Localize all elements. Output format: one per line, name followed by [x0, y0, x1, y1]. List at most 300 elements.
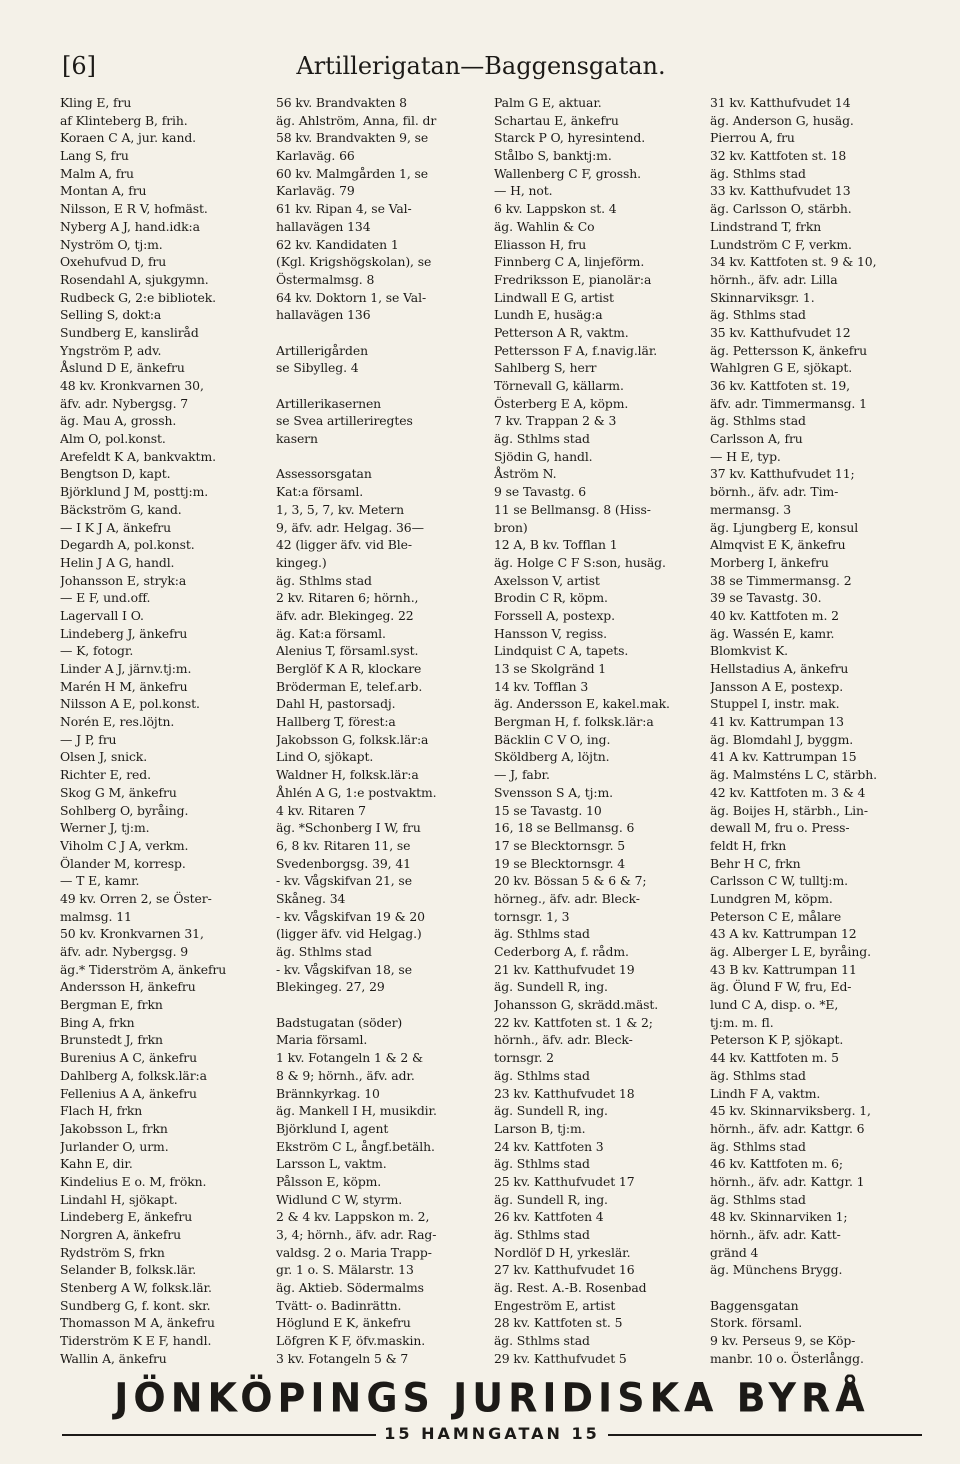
directory-line: Bröderman E, telef.arb.	[276, 678, 423, 694]
directory-line: 35 kv. Katthufvudet 12	[710, 324, 851, 340]
directory-line: äfv. adr. Blekingeg. 22	[276, 607, 414, 623]
directory-line: 60 kv. Malmgården 1, se	[276, 165, 428, 181]
directory-line: Åslund D E, änkefru	[60, 360, 185, 376]
directory-line: äg. Wahlin & Co	[494, 218, 595, 234]
directory-line: Carlsson C W, tulltj:m.	[710, 873, 848, 889]
directory-line: — J P, fru	[60, 731, 117, 747]
directory-line: Lindahl H, sjökapt.	[60, 1191, 178, 1207]
directory-line: 21 kv. Katthufvudet 19	[494, 961, 635, 977]
directory-line: äg. *Schonberg I W, fru	[276, 820, 421, 836]
directory-line: Larsson L, vaktm.	[276, 1156, 387, 1172]
directory-line: 26 kv. Kattfoten 4	[494, 1209, 604, 1225]
directory-line: se Svea artilleriregtes	[276, 413, 413, 429]
directory-line: Widlund C W, styrm.	[276, 1191, 403, 1207]
directory-line: valdsg. 2 o. Maria Trapp-	[276, 1244, 432, 1260]
directory-line: Sahlberg S, herr	[494, 360, 597, 376]
column-4	[710, 94, 915, 1368]
directory-line: Badstugatan (söder)	[276, 1014, 403, 1030]
directory-line: Brunstedt J, frkn	[60, 1032, 163, 1048]
directory-line: - kv. Vågskifvan 19 & 20	[276, 908, 425, 924]
directory-line: hallavägen 134	[276, 218, 371, 234]
directory-line: Degardh A, pol.konst.	[60, 537, 195, 553]
directory-line: äg. Sthlms stad	[710, 1191, 806, 1207]
directory-line: Wahlgren G E, sjökapt.	[710, 360, 853, 376]
directory-line: tj:m. m. fl.	[710, 1014, 774, 1030]
directory-line: Artillerikasernen	[276, 395, 382, 411]
directory-line: Bäckström G, kand.	[60, 501, 182, 517]
directory-line: Rydström S, frkn	[60, 1244, 165, 1260]
directory-line: 9 kv. Perseus 9, se Köp-	[710, 1333, 856, 1349]
directory-line: Thomasson M A, änkefru	[60, 1315, 215, 1331]
directory-line: Artillerigården	[276, 342, 368, 358]
directory-line: Dahlberg A, folksk.lär:a	[60, 1067, 207, 1083]
directory-line: 61 kv. Ripan 4, se Val-	[276, 201, 412, 217]
directory-line: Carlsson A, fru	[710, 431, 803, 447]
directory-line: Lundh E, husäg:a	[494, 307, 603, 323]
directory-line: 64 kv. Doktorn 1, se Val-	[276, 289, 427, 305]
directory-line: bron)	[494, 519, 528, 535]
directory-line: Åström N.	[494, 466, 557, 482]
directory-line: Arefeldt K A, bankvaktm.	[60, 448, 216, 464]
directory-line: hallavägen 136	[276, 307, 371, 323]
directory-line: - kv. Vågskifvan 18, se	[276, 961, 412, 977]
directory-line	[276, 377, 488, 395]
directory-line: äg. Rest. A.-B. Rosenbad	[494, 1280, 647, 1296]
directory-line: äg. Andersson E, kakel.mak.	[494, 696, 670, 712]
directory-line: 31 kv. Katthufvudet 14	[710, 95, 851, 110]
directory-line: Stork. församl.	[710, 1315, 803, 1331]
directory-line: — T E, kamr.	[60, 873, 140, 889]
directory-line: — J, fabr.	[494, 767, 550, 783]
directory-line: gr. 1 o. S. Mälarstr. 13	[276, 1262, 414, 1278]
directory-line: Kat:a församl.	[276, 484, 364, 500]
directory-line: 17 se Blecktornsgr. 5	[494, 837, 626, 853]
directory-line: 13 se Skolgränd 1	[494, 661, 607, 676]
directory-line: Axelsson V, artist	[494, 572, 600, 588]
directory-line: malmsg. 11	[60, 908, 132, 924]
directory-line: Lundgren M, köpm.	[710, 890, 833, 906]
page-header	[62, 52, 900, 92]
directory-line: äg.* Tiderström A, änkefru	[60, 961, 227, 977]
directory-line: Ekström C L, ångf.betälh.	[276, 1138, 435, 1154]
directory-line: Lindh F A, vaktm.	[710, 1085, 821, 1101]
column-3	[494, 94, 706, 1368]
directory-line: Åhlén A G, 1:e postvaktm.	[276, 784, 437, 800]
directory-line: Nordlöf D H, yrkeslär.	[494, 1244, 631, 1260]
directory-line: Peterson C E, målare	[710, 908, 842, 924]
directory-line: Rosendahl A, sjukgymn.	[60, 271, 209, 287]
directory-line: — K, fotogr.	[60, 643, 134, 659]
directory-line: äg. Mau A, grossh.	[60, 413, 177, 429]
directory-line: äg. Ljungberg E, konsul	[710, 519, 859, 535]
directory-line: Engeström E, artist	[494, 1297, 616, 1313]
directory-line: Lindwall E G, artist	[494, 289, 614, 305]
directory-line	[276, 448, 488, 466]
directory-line: äg. Kat:a församl.	[276, 625, 386, 641]
directory-line: Stuppel I, instr. mak.	[710, 696, 840, 712]
directory-line: äfv. adr. Nybergsg. 9	[60, 944, 189, 959]
directory-line: Skåneg. 34	[276, 890, 346, 906]
directory-line: Kindelius E o. M, frökn.	[60, 1173, 207, 1189]
directory-line: Helin J A G, handl.	[60, 554, 175, 570]
directory-line: Pettersson F A, f.navig.lär.	[494, 342, 658, 358]
directory-line: äg. Malmsténs L C, stärbh.	[710, 767, 877, 783]
directory-line: Starck P O, hyresintend.	[494, 130, 646, 146]
directory-line: 4 kv. Ritaren 7	[276, 802, 366, 818]
directory-line: Assessorsgatan	[276, 466, 372, 482]
directory-line: — H E, typ.	[710, 448, 781, 464]
directory-line: 11 se Bellmansg. 8 (Hiss-	[494, 501, 651, 517]
directory-line: 25 kv. Katthufvudet 17	[494, 1173, 635, 1189]
column-1	[60, 94, 272, 1368]
directory-line: Löfgren K F, öfv.maskin.	[276, 1333, 426, 1349]
directory-line: äg. Sthlms stad	[494, 1067, 590, 1083]
directory-line: äg. Ölund F W, fru, Ed-	[710, 979, 852, 995]
directory-line: 40 kv. Kattfoten m. 2	[710, 607, 839, 623]
directory-line: Nyström O, tj:m.	[60, 236, 163, 252]
directory-line: lund C A, disp. o. *E,	[710, 997, 839, 1013]
directory-line: (Kgl. Krigshögskolan), se	[276, 254, 432, 270]
directory-line: äfv. adr. Timmermansg. 1	[710, 395, 867, 411]
directory-line: Björklund J M, posttj:m.	[60, 484, 209, 500]
directory-line: Selander B, folksk.lär.	[60, 1262, 197, 1278]
directory-line: äg. Alberger L E, byråing.	[710, 944, 871, 959]
directory-line: 49 kv. Orren 2, se Öster-	[60, 890, 212, 906]
directory-line: 8 & 9; hörnh., äfv. adr.	[276, 1067, 415, 1083]
directory-line: Maria församl.	[276, 1032, 368, 1048]
directory-line	[710, 1368, 915, 1369]
directory-line: 15 se Tavastg. 10	[494, 802, 602, 818]
directory-line: Lagervall I O.	[60, 607, 144, 623]
directory-line: äg. Sundell R, ing.	[494, 1191, 608, 1207]
directory-line	[60, 1368, 272, 1369]
directory-line: Hellstadius A, änkefru	[710, 661, 849, 676]
directory-line: Bergman E, frkn	[60, 997, 163, 1013]
directory-line: Richter E, red.	[60, 767, 151, 783]
directory-line: äg. Sthlms stad	[710, 1138, 806, 1154]
directory-line: Werner J, tj:m.	[60, 820, 150, 836]
directory-line: 44 kv. Kattfoten m. 5	[710, 1050, 839, 1066]
directory-line: Bengtson D, kapt.	[60, 466, 171, 482]
directory-line: Stålbo S, banktj:m.	[494, 148, 612, 164]
directory-line: äg. Sthlms stad	[494, 1227, 590, 1242]
directory-line: 3 kv. Fotangeln 5 & 7	[276, 1350, 409, 1366]
directory-line: hörnh., äfv. adr. Kattgr. 6	[710, 1120, 865, 1136]
directory-line: Hansson V, regiss.	[494, 625, 607, 641]
directory-line: tornsgr. 2	[494, 1050, 554, 1066]
directory-line: Johansson E, stryk:a	[60, 572, 187, 588]
directory-line: 48 kv. Skinnarviken 1;	[710, 1209, 848, 1225]
advertisement	[62, 1376, 922, 1446]
directory-line: — H, not.	[494, 183, 553, 199]
directory-line: mermansg. 3	[710, 501, 792, 517]
directory-line: Malm A, fru	[60, 165, 134, 181]
directory-line: Nyberg A J, hand.idk:a	[60, 218, 200, 234]
directory-line: 39 se Tavastg. 30.	[710, 590, 822, 606]
ad-rule-left	[62, 1434, 402, 1436]
directory-line: äg. Sthlms stad	[494, 1156, 590, 1172]
directory-line: Johansson G, skrädd.mäst.	[494, 997, 659, 1013]
directory-columns	[60, 94, 910, 1368]
directory-line: kasern	[276, 431, 318, 447]
directory-line: Schartau E, änkefru	[494, 112, 619, 128]
directory-line: 22 kv. Kattfoten st. 1 & 2;	[494, 1014, 653, 1030]
directory-line: Skinnarviksgr. 1.	[710, 289, 815, 305]
page-title: Artillerigatan—Baggensgatan.	[296, 52, 666, 80]
directory-line: Hallberg T, förest:a	[276, 714, 396, 730]
directory-line: Montan A, fru	[60, 183, 147, 199]
directory-line: 48 kv. Kronkvarnen 30,	[60, 378, 204, 393]
directory-line: 9, äfv. adr. Helgag. 36—	[276, 519, 424, 535]
directory-line: 42 kv. Kattfoten m. 3 & 4	[710, 784, 866, 800]
ad-company-name: JÖNKÖPINGS JURIDISKA BYRÅ	[114, 1374, 870, 1422]
directory-line: äg. Sthlms stad	[710, 1067, 806, 1083]
directory-line: äg. Aktieb. Södermalms	[276, 1280, 424, 1296]
directory-line: Stenberg A W, folksk.lär.	[60, 1280, 212, 1296]
directory-line: äg. Carlsson O, stärbh.	[710, 201, 852, 217]
directory-line: Eliasson H, fru	[494, 236, 587, 252]
directory-line: Östermalmsg. 8	[276, 271, 375, 287]
directory-line: Björklund I, agent	[276, 1120, 389, 1136]
directory-line: Tiderström K E F, handl.	[60, 1333, 212, 1349]
directory-line: Svedenborgsg. 39, 41	[276, 855, 411, 871]
directory-line: Cederborg A, f. rådm.	[494, 944, 629, 959]
directory-line: Lind O, sjökapt.	[276, 749, 374, 765]
directory-line: 62 kv. Kandidaten 1	[276, 236, 399, 252]
directory-line: 41 A kv. Kattrumpan 15	[710, 749, 857, 765]
directory-line: Peterson K P, sjökapt.	[710, 1032, 844, 1048]
directory-line: Yngström P, adv.	[60, 342, 162, 358]
directory-line: Lindeberg E, änkefru	[60, 1209, 193, 1225]
directory-line: 37 kv. Katthufvudet 11;	[710, 466, 855, 482]
directory-line: Jakobsson L, frkn	[60, 1120, 168, 1136]
directory-line: Sundberg G, f. kont. skr.	[60, 1297, 211, 1313]
directory-line	[710, 1279, 915, 1297]
directory-line: - kv. Vågskifvan 21, se	[276, 873, 412, 889]
directory-line: Sohlberg O, byråing.	[60, 802, 189, 818]
directory-line: Brännkyrkag. 10	[276, 1085, 380, 1101]
directory-line: Kahn E, dir.	[60, 1156, 133, 1172]
directory-line: äfv. adr. Nybergsg. 7	[60, 395, 189, 411]
directory-line: börnh., äfv. adr. Tim-	[710, 484, 839, 500]
directory-line: gränd 4	[710, 1244, 759, 1260]
directory-line: hörnh., äfv. adr. Katt-	[710, 1227, 841, 1242]
directory-line: Sundberg E, kansliråd	[60, 324, 199, 340]
directory-line: Alenius T, församl.syst.	[276, 643, 419, 659]
directory-line: Burenius A C, änkefru	[60, 1050, 197, 1066]
directory-line	[276, 324, 488, 342]
directory-line: Törnevall G, källarm.	[494, 378, 624, 393]
directory-line: Olsen J, snick.	[60, 749, 148, 765]
directory-line	[276, 1368, 488, 1369]
directory-line: 45 kv. Skinnarviksberg. 1,	[710, 1103, 871, 1119]
directory-line: 42 (ligger äfv. vid Ble-	[276, 537, 412, 553]
directory-line: feldt H, frkn	[710, 837, 787, 853]
directory-line: Sköldberg A, löjtn.	[494, 749, 610, 765]
directory-line: tornsgr. 1, 3	[494, 908, 570, 924]
directory-line: Marén H M, änkefru	[60, 678, 188, 694]
directory-line: 9 se Tavastg. 6	[494, 484, 587, 500]
directory-line: äg. Sthlms stad	[494, 1333, 590, 1349]
directory-line: Österberg E A, köpm.	[494, 395, 629, 411]
directory-line: Petterson A R, vaktm.	[494, 324, 629, 340]
directory-line	[276, 996, 488, 1014]
directory-line: 3, 4; hörnh., äfv. adr. Rag-	[276, 1227, 437, 1242]
directory-line: Norgren A, änkefru	[60, 1227, 182, 1242]
directory-line: dewall M, fru o. Press-	[710, 820, 850, 836]
directory-line: Jansson A E, postexp.	[710, 678, 844, 694]
directory-line: äg. Münchens Brygg.	[710, 1262, 843, 1278]
column-2	[276, 94, 488, 1368]
directory-line: äg. Sthlms stad	[276, 572, 372, 588]
directory-line: Lundström C F, verkm.	[710, 236, 852, 252]
directory-line: äg. Sthlms stad	[276, 944, 372, 959]
directory-line: Morberg I, änkefru	[710, 554, 829, 570]
directory-line: Larson B, tj:m.	[494, 1120, 586, 1136]
directory-line: 1 kv. Fotangeln 1 & 2 &	[276, 1050, 423, 1066]
directory-line: 29 kv. Katthufvudet 5	[494, 1350, 627, 1366]
directory-line: Nilsson A E, pol.konst.	[60, 696, 200, 712]
directory-line: Lindeberg J, änkefru	[60, 625, 188, 641]
directory-line: Forssell A, postexp.	[494, 607, 615, 623]
directory-line: äg. Pettersson K, änkefru	[710, 342, 867, 358]
directory-line: Sjödin G, handl.	[494, 448, 593, 464]
directory-line: Brodin C R, köpm.	[494, 590, 608, 606]
directory-line: Skog G M, änkefru	[60, 784, 177, 800]
directory-line: Andersson H, änkefru	[60, 979, 196, 995]
directory-line: 12 A, B kv. Tofflan 1	[494, 537, 618, 553]
directory-line: 58 kv. Brandvakten 9, se	[276, 130, 429, 146]
directory-line: 34 kv. Kattfoten st. 9 & 10,	[710, 254, 877, 270]
directory-line: Berglöf K A R, klockare	[276, 661, 422, 676]
directory-line: Lindstrand T, frkn	[710, 218, 822, 234]
directory-line: kingeg.)	[276, 554, 327, 570]
directory-line: hörnh., äfv. adr. Kattgr. 1	[710, 1173, 865, 1189]
directory-line: Wallenberg C F, grossh.	[494, 165, 641, 181]
directory-line: 46 kv. Kattfoten m. 6;	[710, 1156, 843, 1172]
directory-line: Jakobsson G, folksk.lär:a	[276, 731, 429, 747]
directory-line: Kling E, fru	[60, 95, 132, 110]
directory-line: Karlaväg. 79	[276, 183, 355, 199]
directory-line: äg. Sundell R, ing.	[494, 1103, 608, 1119]
directory-line: 1, 3, 5, 7, kv. Metern	[276, 501, 404, 517]
directory-line: äg. Sthlms stad	[494, 431, 590, 447]
directory-line: 33 kv. Katthufvudet 13	[710, 183, 851, 199]
directory-line: Oxehufvud D, fru	[60, 254, 167, 270]
page-number: [6]	[62, 52, 96, 80]
directory-line: 2 kv. Ritaren 6; hörnh.,	[276, 590, 419, 606]
directory-line: äg. Sthlms stad	[710, 307, 806, 323]
directory-line: Wallin A, änkefru	[60, 1350, 167, 1366]
directory-line: äg. Mankell I H, musikdir.	[276, 1103, 437, 1119]
directory-line: 32 kv. Kattfoten st. 18	[710, 148, 847, 164]
directory-line: Viholm C J A, verkm.	[60, 837, 189, 853]
directory-line: Höglund E K, änkefru	[276, 1315, 411, 1331]
directory-line: Karlaväg. 66	[276, 148, 355, 164]
directory-line: Bäcklin C V O, ing.	[494, 731, 611, 747]
directory-line: 43 B kv. Kattrumpan 11	[710, 961, 857, 977]
directory-line: 27 kv. Katthufvudet 16	[494, 1262, 635, 1278]
directory-line: 43 A kv. Kattrumpan 12	[710, 926, 857, 942]
directory-line: 56 kv. Brandvakten 8	[276, 95, 407, 110]
directory-line: 14 kv. Tofflan 3	[494, 678, 589, 694]
directory-line: Blekingeg. 27, 29	[276, 979, 385, 995]
directory-line: Pierrou A, fru	[710, 130, 795, 146]
directory-line: Rudbeck G, 2:e bibliotek.	[60, 289, 217, 305]
directory-line: Norén E, res.löjtn.	[60, 714, 175, 730]
directory-line: äg. Boijes H, stärbh., Lin-	[710, 802, 868, 818]
directory-line: 36 kv. Kattfoten st. 19,	[710, 378, 851, 393]
directory-line: Bing A, frkn	[60, 1014, 135, 1030]
directory-line: 41 kv. Kattrumpan 13	[710, 714, 844, 730]
directory-line: Almqvist E K, änkefru	[710, 537, 846, 553]
directory-line	[494, 1368, 706, 1369]
directory-line: 50 kv. Kronkvarnen 31,	[60, 926, 204, 942]
directory-line: äg. Wassén E, kamr.	[710, 625, 835, 641]
directory-line: Lindquist C A, tapets.	[494, 643, 629, 659]
directory-line: Dahl H, pastorsadj.	[276, 696, 396, 712]
directory-line: äg. Blomdahl J, byggm.	[710, 731, 854, 747]
directory-line: Finnberg C A, linjeförm.	[494, 254, 645, 270]
directory-line: Palm G E, aktuar.	[494, 95, 602, 110]
ad-rule-right	[582, 1434, 922, 1436]
directory-line: 24 kv. Kattfoten 3	[494, 1138, 604, 1154]
directory-line: — E F, und.off.	[60, 590, 151, 606]
directory-line: Lang S, fru	[60, 148, 129, 164]
directory-line: 2 & 4 kv. Lappskon m. 2,	[276, 1209, 430, 1225]
directory-line: manbr. 10 o. Österlångg.	[710, 1350, 864, 1366]
directory-line: äg. Sthlms stad	[494, 926, 590, 942]
directory-line: 6, 8 kv. Ritaren 11, se	[276, 837, 411, 853]
directory-line: Baggensgatan	[710, 1297, 799, 1313]
directory-line: Ölander M, korresp.	[60, 855, 186, 871]
directory-line: Fellenius A A, änkefru	[60, 1085, 197, 1101]
ad-address: 15 HAMNGATAN 15	[376, 1424, 607, 1443]
directory-line: äg. Sthlms stad	[710, 165, 806, 181]
directory-line: Waldner H, folksk.lär:a	[276, 767, 419, 783]
directory-line: 19 se Blecktornsgr. 4	[494, 855, 626, 871]
directory-line: äg. Sthlms stad	[710, 413, 806, 429]
directory-line: hörnh., äfv. adr. Bleck-	[494, 1032, 633, 1048]
directory-line: Tvätt- o. Badinrättn.	[276, 1297, 402, 1313]
directory-line: äg. Sundell R, ing.	[494, 979, 608, 995]
directory-line: 6 kv. Lappskon st. 4	[494, 201, 617, 217]
directory-line: 7 kv. Trappan 2 & 3	[494, 413, 617, 429]
directory-line: se Sibylleg. 4	[276, 360, 359, 376]
directory-line: Nilsson, E R V, hofmäst.	[60, 201, 208, 217]
directory-line: 23 kv. Katthufvudet 18	[494, 1085, 635, 1101]
directory-line: Koraen C A, jur. kand.	[60, 130, 196, 146]
directory-line: af Klinteberg B, frih.	[60, 112, 188, 128]
directory-line: Fredriksson E, pianolär:a	[494, 271, 652, 287]
directory-line: — I K J A, änkefru	[60, 519, 171, 535]
directory-line: Linder A J, järnv.tj:m.	[60, 661, 192, 676]
directory-line: 38 se Timmermansg. 2	[710, 572, 852, 588]
directory-line: äg. Holge C F S:son, husäg.	[494, 554, 666, 570]
ad-address-row	[62, 1424, 922, 1446]
directory-line: Jurlander O, urm.	[60, 1138, 169, 1154]
directory-line: 28 kv. Kattfoten st. 5	[494, 1315, 623, 1331]
directory-line: 16, 18 se Bellmansg. 6	[494, 820, 635, 836]
directory-line: Flach H, frkn	[60, 1103, 143, 1119]
directory-line: Bergman H, f. folksk.lär:a	[494, 714, 654, 730]
directory-line: äg. Anderson G, husäg.	[710, 112, 854, 128]
directory-line: Alm O, pol.konst.	[60, 431, 166, 447]
directory-line: Svensson S A, tj:m.	[494, 784, 613, 800]
directory-line: Selling S, dokt:a	[60, 307, 162, 323]
directory-line: Pålsson E, köpm.	[276, 1173, 382, 1189]
directory-line: hörnh., äfv. adr. Lilla	[710, 271, 838, 287]
